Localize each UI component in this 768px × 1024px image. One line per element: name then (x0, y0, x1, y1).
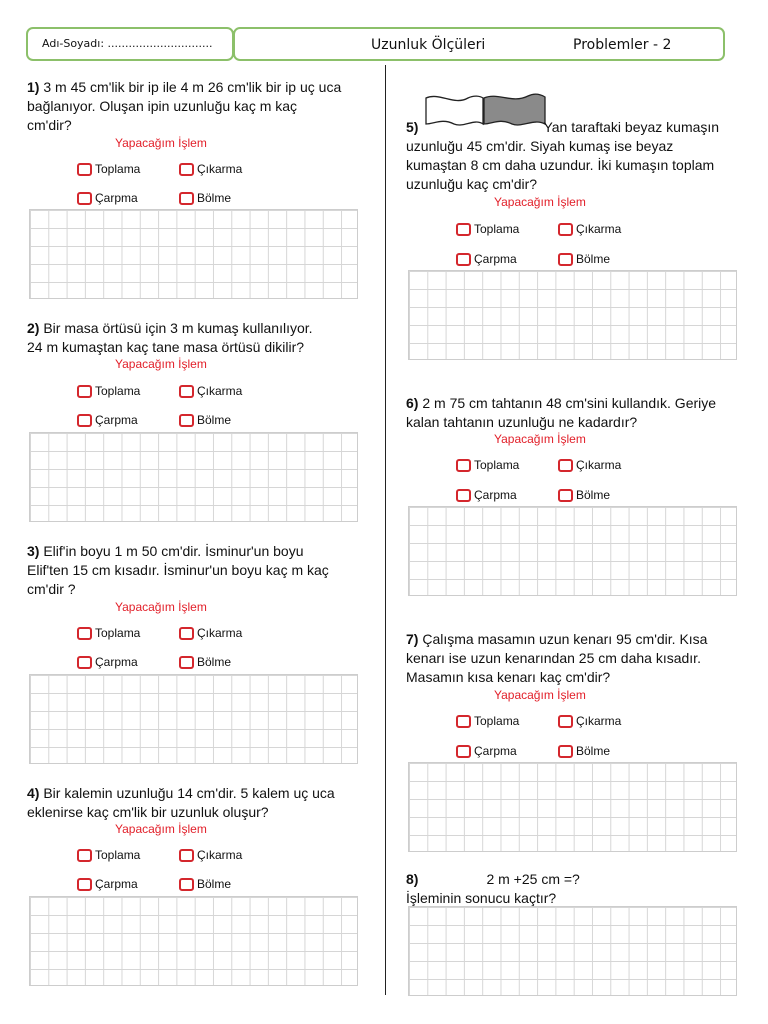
option-label: Bölme (197, 655, 232, 669)
option-bolme[interactable] (558, 252, 610, 266)
question-6 (406, 394, 716, 432)
checkbox-icon[interactable] (558, 489, 573, 502)
option-label: Çıkarma (576, 222, 622, 236)
option-label: Çarpma (95, 191, 138, 205)
option-label: Toplama (95, 384, 141, 398)
question-2-line-1 (27, 319, 313, 338)
answer-grid[interactable] (408, 506, 737, 596)
option-toplama[interactable] (77, 848, 140, 862)
question-number: 5) (406, 119, 419, 135)
name-box (26, 27, 234, 61)
question-number: 1) (27, 79, 40, 95)
option-carpma[interactable] (456, 252, 517, 266)
question-number: 8) (406, 871, 419, 887)
math-expression: 2 m +25 cm =? (486, 871, 580, 887)
checkbox-icon[interactable] (77, 163, 92, 176)
question-number: 7) (406, 631, 419, 647)
question-7 (406, 630, 707, 687)
checkbox-icon[interactable] (456, 459, 471, 472)
option-bolme[interactable] (179, 191, 231, 205)
option-carpma[interactable] (77, 191, 138, 205)
question-5-line-1 (406, 118, 719, 137)
option-cikarma[interactable] (558, 458, 621, 472)
option-label: Çıkarma (197, 162, 243, 176)
question-8-line-1 (406, 870, 580, 889)
option-label: Çarpma (95, 877, 138, 891)
option-cikarma[interactable] (179, 384, 242, 398)
option-carpma[interactable] (456, 744, 517, 758)
option-label: Toplama (95, 626, 141, 640)
question-3-line-1 (27, 542, 329, 561)
question-1-line-1 (27, 78, 341, 97)
option-label: Çarpma (474, 252, 517, 266)
option-label: Çıkarma (197, 626, 243, 640)
checkbox-icon[interactable] (179, 656, 194, 669)
option-label: Bölme (576, 744, 611, 758)
islem-label: Yapacağım İşlem (115, 357, 207, 371)
option-bolme[interactable] (179, 877, 231, 891)
option-toplama[interactable] (456, 714, 519, 728)
option-toplama[interactable] (77, 626, 140, 640)
answer-grid[interactable] (29, 432, 358, 522)
option-toplama[interactable] (77, 384, 140, 398)
checkbox-icon[interactable] (179, 385, 194, 398)
checkbox-icon[interactable] (77, 878, 92, 891)
checkbox-icon[interactable] (179, 414, 194, 427)
checkbox-icon[interactable] (456, 745, 471, 758)
answer-grid[interactable] (408, 906, 737, 996)
checkbox-icon[interactable] (77, 627, 92, 640)
option-toplama[interactable] (456, 458, 519, 472)
name-label: Adı-Soyadı: .............................. (42, 37, 213, 50)
option-carpma[interactable] (77, 413, 138, 427)
option-label: Çıkarma (576, 714, 622, 728)
option-label: Çıkarma (197, 848, 243, 862)
option-label: Bölme (197, 191, 232, 205)
checkbox-icon[interactable] (558, 253, 573, 266)
checkbox-icon[interactable] (558, 223, 573, 236)
islem-label: Yapacağım İşlem (494, 195, 586, 209)
option-cikarma[interactable] (179, 162, 242, 176)
option-label: Toplama (474, 714, 520, 728)
option-label: Toplama (474, 458, 520, 472)
question-text: Bir kalemin uzunluğu 14 cm'dir. 5 kalem uç uca (43, 785, 335, 801)
checkbox-icon[interactable] (77, 849, 92, 862)
option-cikarma[interactable] (179, 626, 242, 640)
option-label: Bölme (197, 877, 232, 891)
option-label: Çıkarma (197, 384, 243, 398)
question-number: 6) (406, 395, 419, 411)
question-3-line-2: Elif'ten 15 cm kısadır. İsminur'un boyu kaç m kaç (27, 562, 329, 578)
checkbox-icon[interactable] (179, 627, 194, 640)
checkbox-icon[interactable] (558, 459, 573, 472)
checkbox-icon[interactable] (456, 715, 471, 728)
checkbox-icon[interactable] (179, 192, 194, 205)
checkbox-icon[interactable] (456, 253, 471, 266)
option-label: Toplama (95, 162, 141, 176)
question-8-line-2: İşleminin sonucu kaçtır? (406, 890, 557, 906)
question-5 (406, 118, 719, 194)
question-text: Çalışma masamın uzun kenarı 95 cm'dir. Kısa (422, 631, 708, 647)
question-5-line-4: uzunluğu kaç cm'dir? (406, 176, 538, 192)
question-1-line-3: cm'dir? (27, 117, 72, 133)
option-bolme[interactable] (558, 488, 610, 502)
question-5-line-3: kumaştan 8 cm daha uzundur. İki kumaşın toplam (406, 157, 715, 173)
option-label: Toplama (95, 848, 141, 862)
question-number: 4) (27, 785, 40, 801)
option-bolme[interactable] (179, 413, 231, 427)
checkbox-icon[interactable] (77, 192, 92, 205)
answer-grid[interactable] (29, 209, 358, 299)
islem-label: Yapacağım İşlem (494, 688, 586, 702)
question-6-line-2: kalan tahtanın uzunluğu ne kadardır? (406, 414, 638, 430)
worksheet-title: Uzunluk Ölçüleri (371, 37, 486, 53)
option-carpma[interactable] (77, 877, 138, 891)
option-label: Çıkarma (576, 458, 622, 472)
question-4-line-1 (27, 784, 335, 803)
islem-label: Yapacağım İşlem (115, 136, 207, 150)
question-4-line-2: eklenirse kaç cm'lik bir uzunluk oluşur? (27, 804, 269, 820)
checkbox-icon[interactable] (77, 414, 92, 427)
option-label: Bölme (576, 488, 611, 502)
question-3-line-3: cm'dir ? (27, 581, 76, 597)
option-toplama[interactable] (456, 222, 519, 236)
question-5-line-2: uzunluğu 45 cm'dir. Siyah kumaş ise beyaz (406, 138, 674, 154)
islem-label: Yapacağım İşlem (494, 432, 586, 446)
column-divider (385, 65, 386, 995)
question-7-line-3: Masamın kısa kenarı kaç cm'dir? (406, 669, 611, 685)
checkbox-icon[interactable] (77, 656, 92, 669)
checkbox-icon[interactable] (179, 849, 194, 862)
option-label: Bölme (197, 413, 232, 427)
question-1 (27, 78, 341, 135)
question-8 (406, 870, 580, 908)
question-text: Elif'in boyu 1 m 50 cm'dir. İsminur'un boyu (43, 543, 304, 559)
question-7-line-1 (406, 630, 707, 649)
option-label: Bölme (576, 252, 611, 266)
question-text: 3 m 45 cm'lik bir ip ile 4 m 26 cm'lik bir ip uç uca (43, 79, 342, 95)
answer-grid[interactable] (29, 896, 358, 986)
checkbox-icon[interactable] (456, 489, 471, 502)
islem-label: Yapacağım İşlem (115, 600, 207, 614)
checkbox-icon[interactable] (77, 385, 92, 398)
checkbox-icon[interactable] (179, 878, 194, 891)
option-label: Toplama (474, 222, 520, 236)
question-text: Yan taraftaki beyaz kumaşın (543, 119, 720, 135)
option-bolme[interactable] (179, 655, 231, 669)
option-toplama[interactable] (77, 162, 140, 176)
option-label: Çarpma (474, 488, 517, 502)
question-1-line-2: bağlanıyor. Oluşan ipin uzunluğu kaç m kaç (27, 98, 298, 114)
option-label: Çarpma (95, 655, 138, 669)
option-carpma[interactable] (456, 488, 517, 502)
answer-grid[interactable] (408, 762, 737, 852)
option-carpma[interactable] (77, 655, 138, 669)
answer-grid[interactable] (408, 270, 737, 360)
question-2-line-2: 24 m kumaştan kaç tane masa örtüsü dikilir? (27, 339, 305, 355)
option-label: Çarpma (474, 744, 517, 758)
question-text: Bir masa örtüsü için 3 m kumaş kullanılıyor. (43, 320, 313, 336)
question-6-line-1 (406, 394, 716, 413)
checkbox-icon[interactable] (179, 163, 194, 176)
question-text: 2 m 75 cm tahtanın 48 cm'sini kullandık. Geriye (422, 395, 717, 411)
checkbox-icon[interactable] (558, 745, 573, 758)
question-3 (27, 542, 329, 599)
question-7-line-2: kenarı ise uzun kenarından 25 cm daha kısadır. (406, 650, 701, 666)
title-box (233, 27, 725, 61)
option-cikarma[interactable] (558, 714, 621, 728)
option-bolme[interactable] (558, 744, 610, 758)
answer-grid[interactable] (29, 674, 358, 764)
option-cikarma[interactable] (179, 848, 242, 862)
option-cikarma[interactable] (558, 222, 621, 236)
checkbox-icon[interactable] (558, 715, 573, 728)
worksheet-subtitle: Problemler - 2 (573, 37, 672, 53)
question-2 (27, 319, 313, 357)
question-number: 2) (27, 320, 40, 336)
question-4 (27, 784, 335, 822)
islem-label: Yapacağım İşlem (115, 822, 207, 836)
checkbox-icon[interactable] (456, 223, 471, 236)
question-number: 3) (27, 543, 40, 559)
option-label: Çarpma (95, 413, 138, 427)
